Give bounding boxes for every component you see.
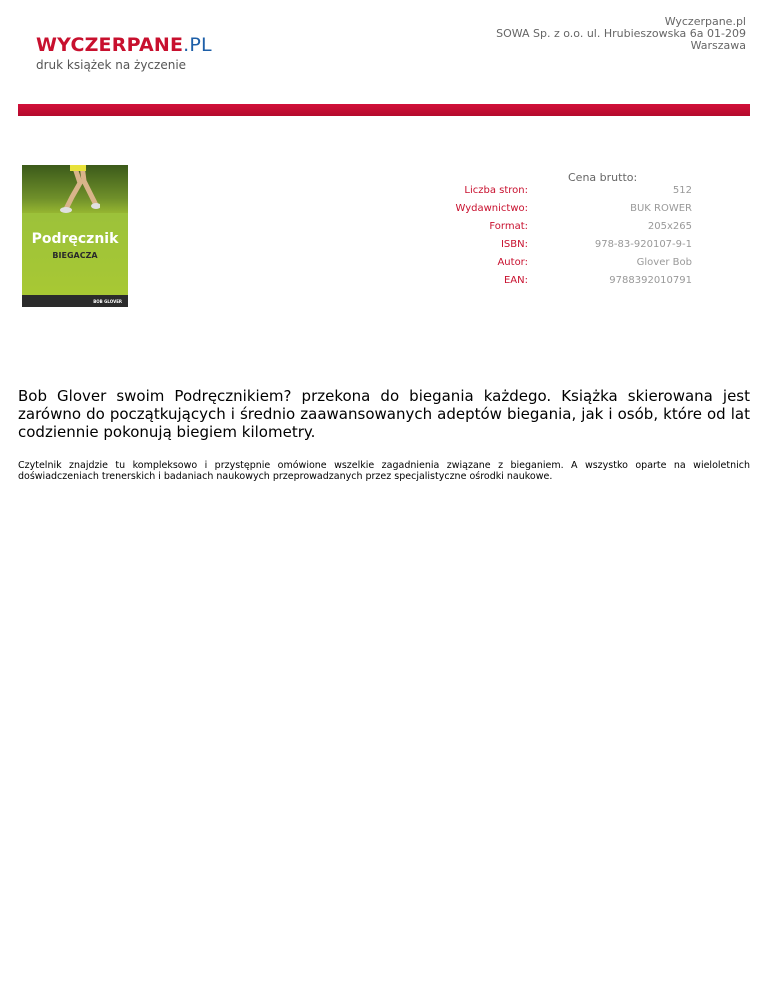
company-line-1: Wyczerpane.pl (664, 15, 746, 28)
detail-row-author (380, 257, 692, 271)
detail-label: ISBN: (500, 239, 528, 250)
detail-value: 978-83-920107-9-1 (594, 239, 692, 250)
detail-row-pages (380, 185, 692, 199)
logo-tagline: druk książek na życzenie (36, 58, 187, 72)
header-divider-bar (18, 104, 750, 116)
detail-row-ean (380, 275, 692, 289)
company-info (496, 16, 746, 52)
company-line-3: Warszawa (690, 39, 746, 52)
detail-value: BUK ROWER (630, 203, 692, 214)
detail-value: 9788392010791 (609, 275, 692, 286)
description-lead: Bob Glover swoim Podręcznikiem? przekona do biegania każdego. Książka skierowana jest zarówno do początkujących i średnio zaawansowanych adeptów biegania, jak i osób, które od lat codziennie pokonują biegiem kilometry. (18, 387, 750, 441)
description-body: Czytelnik znajdzie tu kompleksowo i przystępnie omówione wszelkie zagadnienia związane z bieganiem. A wszystko oparte na wieloletnich doświadczeniach trenerskich i badaniach naukowych przeprowadzanych przez specjalistyczne ośrodki naukowe. (18, 460, 750, 482)
detail-label: Format: (489, 221, 528, 232)
cover-subtitle: BIEGACZA (52, 251, 98, 260)
detail-value: 205x265 (647, 221, 692, 232)
detail-label: Liczba stron: (464, 185, 528, 196)
site-logo[interactable] (36, 34, 212, 72)
price-label: Cena brutto: (568, 171, 638, 184)
logo-blue-text: .PL (183, 34, 212, 56)
detail-row-format (380, 221, 692, 235)
detail-value: Glover Bob (636, 257, 692, 268)
detail-label: Wydawnictwo: (455, 203, 528, 214)
book-cover-image (22, 165, 128, 307)
logo-wordmark (36, 34, 212, 56)
runner-illustration (60, 165, 100, 213)
company-line-2: SOWA Sp. z o.o. ul. Hrubieszowska 6a 01-209 (496, 27, 746, 40)
cover-author: BOB GLOVER (93, 299, 122, 304)
cover-title: Podręcznik (31, 231, 119, 247)
detail-value: 512 (672, 185, 692, 196)
detail-row-publisher (380, 203, 692, 217)
detail-row-isbn (380, 239, 692, 253)
logo-red-text: WYCZERPANE (36, 34, 184, 56)
detail-label: EAN: (503, 275, 528, 286)
detail-label: Autor: (497, 257, 528, 268)
